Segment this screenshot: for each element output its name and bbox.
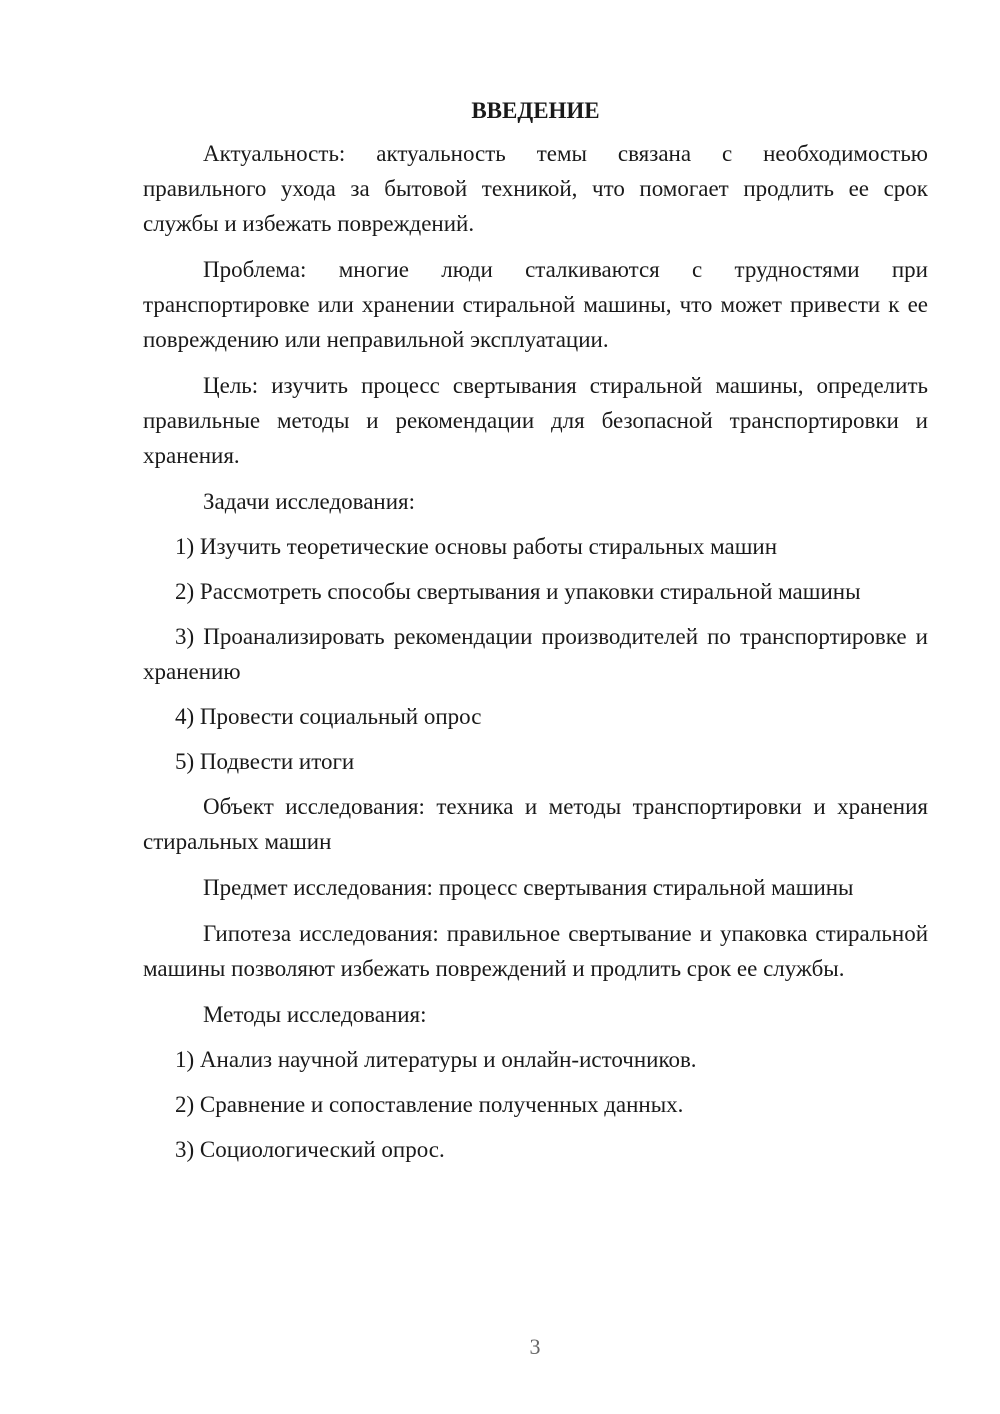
method-item-1: 1) Анализ научной литературы и онлайн-источников. xyxy=(175,1047,697,1072)
tasks-label: Задачи исследования: xyxy=(203,489,416,514)
task-item-1: 1) Изучить теоретические основы работы стиральных машин xyxy=(175,534,778,559)
page-number: 3 xyxy=(529,1334,541,1359)
task-item-2: 2) Рассмотреть способы свертывания и упаковки стиральной машины xyxy=(175,579,861,604)
task-item-3: 3) Проанализировать рекомендации производителей по транспортировке и хранению xyxy=(143,624,928,684)
task-item-4: 4) Провести социальный опрос xyxy=(175,704,482,729)
page-content xyxy=(143,96,928,1177)
method-item-3: 3) Социологический опрос. xyxy=(175,1137,445,1162)
object-paragraph: Объект исследования: техника и методы транспортировки и хранения стиральных машин xyxy=(143,794,928,854)
methods-label: Методы исследования: xyxy=(203,1002,427,1027)
subject-paragraph: Предмет исследования: процесс свертывания стиральной машины xyxy=(203,875,854,900)
page-title: ВВЕДЕНИЕ xyxy=(471,98,600,123)
method-item-2: 2) Сравнение и сопоставление полученных данных. xyxy=(175,1092,684,1117)
problem-paragraph: Проблема: многие люди сталкиваются с трудностями при транспортировке или хранении стиральной машины, что может привести к ее повреждению или неправильной эксплуатации. xyxy=(143,257,928,352)
goal-paragraph: Цель: изучить процесс свертывания стиральной машины, определить правильные методы и рекомендации для безопасной транспортировки и хранения. xyxy=(143,373,928,468)
task-item-5: 5) Подвести итоги xyxy=(175,749,355,774)
hypothesis-paragraph: Гипотеза исследования: правильное свертывание и упаковка стиральной машины позволяют избежать повреждений и продлить срок ее службы. xyxy=(143,921,928,981)
relevance-paragraph: Актуальность: актуальность темы связана с необходимостью правильного ухода за бытовой техникой, что помогает продлить ее срок службы и избежать повреждений. xyxy=(143,141,928,236)
